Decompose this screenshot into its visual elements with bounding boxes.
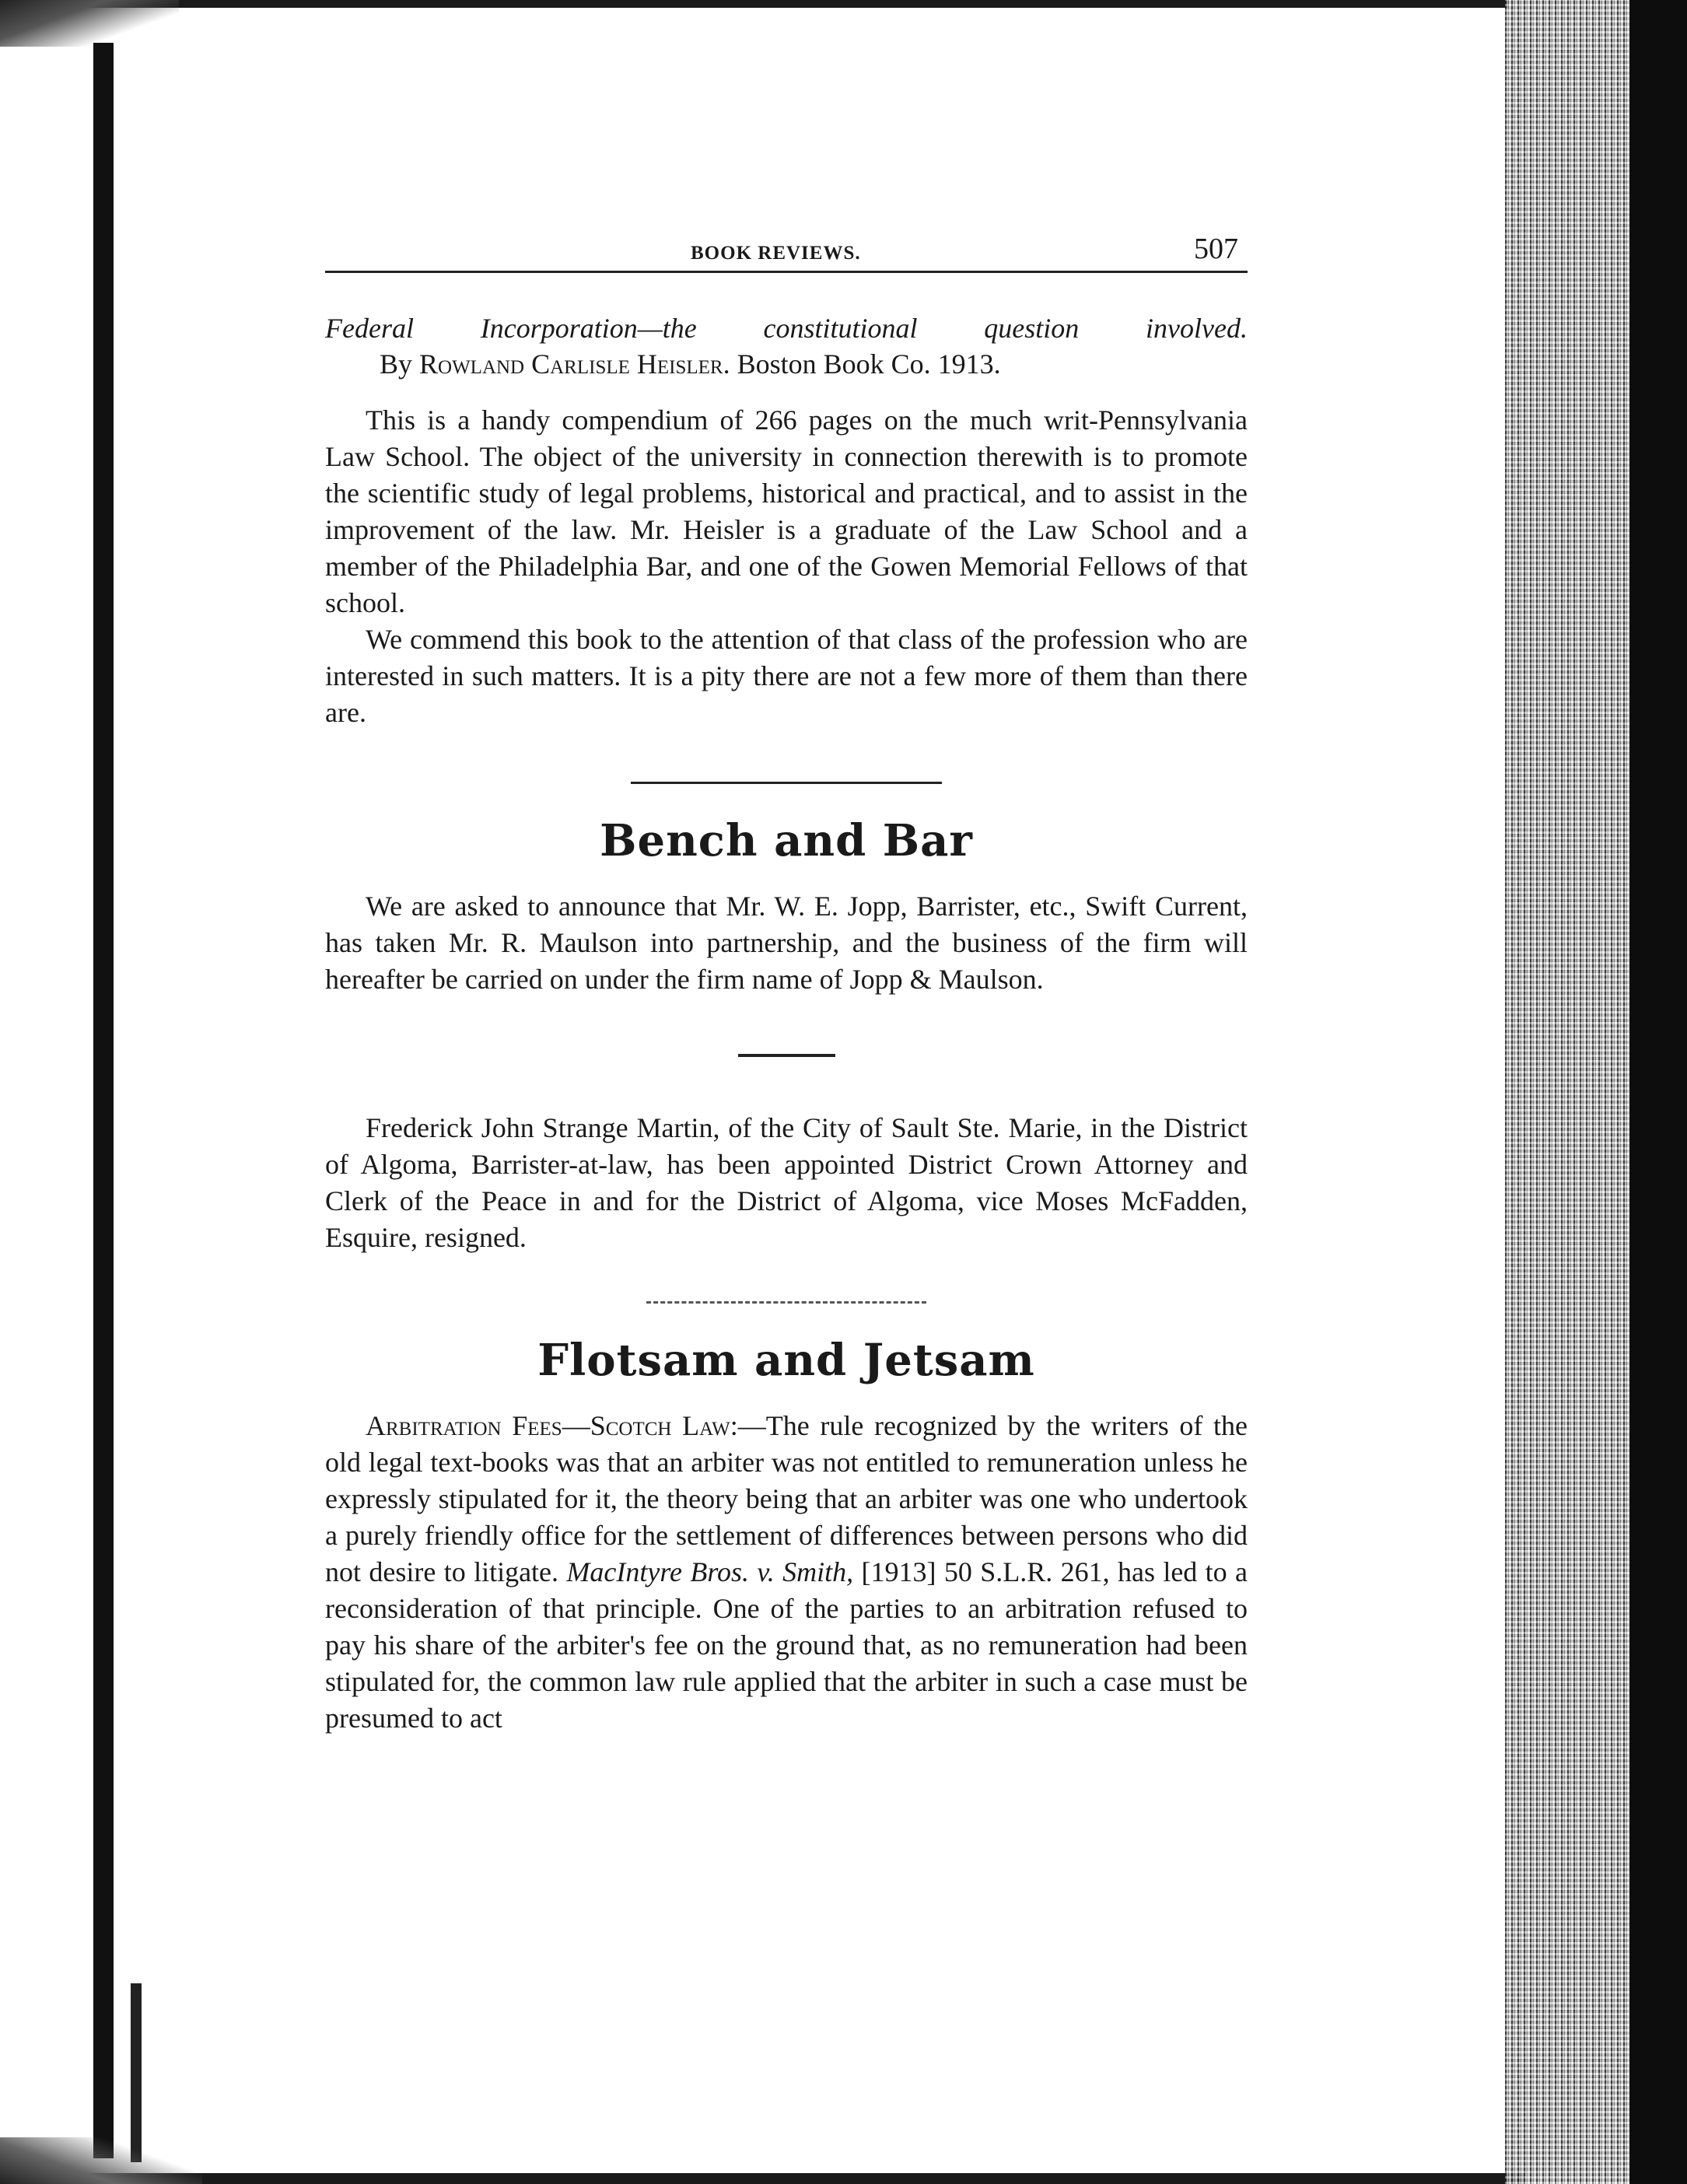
page-text-block (325, 232, 1248, 1737)
flotsam-section (325, 1335, 1248, 1737)
section-divider (631, 782, 942, 784)
review-byline (380, 346, 1248, 382)
review-paragraph: We commend this book to the attention of that class of the profession who are interested in such matters. It is a pity there are not a few more of them than there are. (325, 624, 1248, 728)
scan-top-corner-shadow (0, 0, 179, 47)
book-cover-edge (1629, 0, 1687, 2184)
page-number: 507 (1194, 233, 1238, 265)
book-gutter-shadow (93, 43, 114, 2158)
review-publisher: Boston Book Co. 1913. (737, 348, 1001, 380)
review-title (325, 310, 1248, 346)
article-text: —The rule recognized by the writers of the old legal text-books was that an arbiter was not entitled to remuneration unless he expressly stipulated for it, the theory being that an arbiter was one who undertook a purely friendly office for the settlement of differences between persons who did not desire to litigate. (325, 1410, 1248, 1587)
scan-bottom-corner-shadow (0, 2137, 202, 2184)
book-page-edges-texture (1505, 0, 1629, 2184)
article-lead: Arbitration Fees—Scotch Law: (366, 1410, 738, 1441)
review-paragraph: This is a handy compendium of 266 pages on the much writ-Pennsylvania Law School. The object of the university in connection therewith is to promote the scientific study of legal problems, historical and practical, and to assist in the improvement of the law. Mr. Heisler is a graduate of the Law School and a member of the Philadelphia Bar, and one of the Gowen Memorial Fellows of that school. (325, 404, 1248, 618)
announcement-paragraph: Frederick John Strange Martin, of the City of Sault Ste. Marie, in the District of Algoma, Barrister-at-law, has been appointed District Crown Attorney and Clerk of the Peace in and for the District of Algoma, vice Moses McFadden, Esquire, resigned. (325, 1112, 1248, 1253)
announcement-paragraph: We are asked to announce that Mr. W. E. Jopp, Barrister, etc., Swift Current, has taken Mr. R. Maulson into partnership, and the business of the firm will hereafter be carried on under the firm name of Jopp & Maulson. (325, 891, 1248, 995)
section-heading: Bench and Bar (600, 815, 973, 866)
book-review (325, 310, 1248, 731)
scan-top-edge (0, 0, 1509, 8)
bench-and-bar-section (325, 815, 1248, 1256)
book-gutter-inner-shadow (131, 1983, 142, 2162)
running-head-title: BOOK REVIEWS. (691, 243, 861, 264)
case-name: MacIntyre Bros. v. Smith, (566, 1556, 854, 1587)
byline-prefix: By (380, 348, 413, 380)
review-author: Rowland Carlisle Heisler. (419, 348, 730, 380)
scan-bottom-edge (0, 2173, 1524, 2184)
section-divider (646, 1301, 926, 1304)
article-text: [1913] 50 S.L.R. 261, has led to a reconsideration of that principle. One of the parties to an arbitration refused to pay his share of the arbiter's fee on the ground that, as no remuneration had been stipulated for, the common law rule applied that the arbiter in such a case must be presumed to act (325, 1556, 1248, 1734)
review-title-text: Federal Incorporation—the constitutional question involved. (325, 313, 1248, 344)
article-paragraph (325, 1408, 1248, 1737)
running-head (325, 232, 1248, 273)
spacer (325, 1057, 1248, 1110)
section-heading: Flotsam and Jetsam (537, 1335, 1035, 1386)
